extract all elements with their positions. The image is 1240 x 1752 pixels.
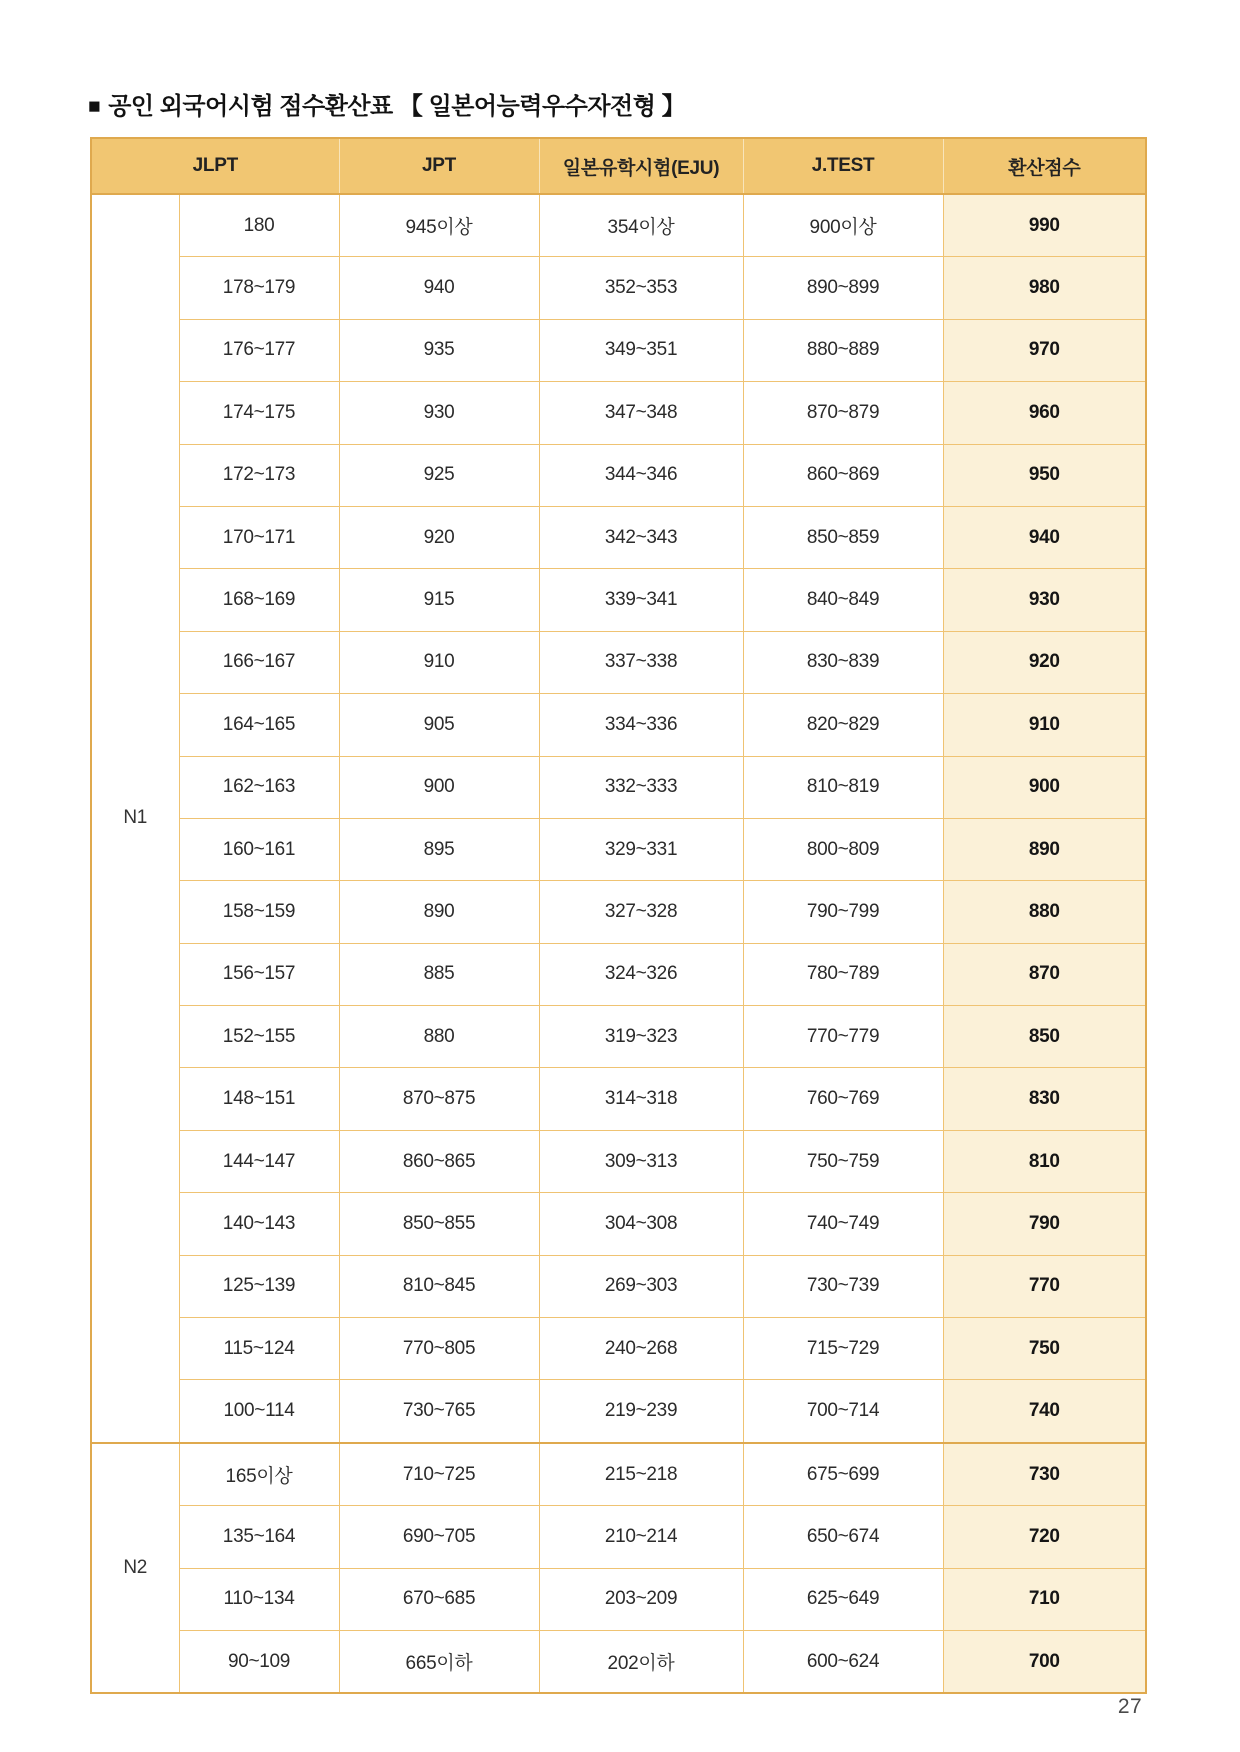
converted-score-cell: 960 [943,382,1146,444]
jpt-score-cell: 915 [339,569,539,631]
jlpt-score-cell: 100~114 [179,1380,339,1443]
eju-score-cell: 269~303 [539,1255,743,1317]
converted-score-cell: 980 [943,257,1146,319]
converted-score-cell: 880 [943,881,1146,943]
converted-score-cell: 850 [943,1006,1146,1068]
table-row [91,382,1146,444]
table-row [91,694,1146,756]
converted-score-cell: 940 [943,506,1146,568]
jpt-score-cell: 895 [339,818,539,880]
converted-score-cell: 890 [943,818,1146,880]
jlpt-score-cell: 172~173 [179,444,339,506]
table-row [91,943,1146,1005]
table-row [91,1380,1146,1443]
converted-score-cell: 910 [943,694,1146,756]
jlpt-score-cell: 156~157 [179,943,339,1005]
jtest-score-cell: 780~789 [743,943,943,1005]
jtest-score-cell: 880~889 [743,319,943,381]
table-body [91,194,1146,1693]
jlpt-score-cell: 170~171 [179,506,339,568]
column-header-converted-score: 환산점수 [943,138,1146,194]
jpt-score-cell: 935 [339,319,539,381]
score-conversion-table [90,137,1145,1694]
jtest-score-cell: 675~699 [743,1443,943,1506]
jtest-score-cell: 870~879 [743,382,943,444]
jtest-score-cell: 600~624 [743,1630,943,1693]
converted-score-cell: 770 [943,1255,1146,1317]
jpt-score-cell: 810~845 [339,1255,539,1317]
eju-score-cell: 347~348 [539,382,743,444]
jlpt-score-cell: 176~177 [179,319,339,381]
eju-score-cell: 203~209 [539,1568,743,1630]
jtest-score-cell: 730~739 [743,1255,943,1317]
eju-score-cell: 337~338 [539,631,743,693]
table-row [91,1006,1146,1068]
converted-score-cell: 900 [943,756,1146,818]
jlpt-level-cell: N2 [91,1443,179,1694]
jpt-score-cell: 920 [339,506,539,568]
jlpt-score-cell: 125~139 [179,1255,339,1317]
jtest-score-cell: 650~674 [743,1506,943,1568]
table-row [91,1130,1146,1192]
converted-score-cell: 710 [943,1568,1146,1630]
column-header-jlpt: JLPT [91,138,339,194]
table-row [91,1193,1146,1255]
jlpt-score-cell: 162~163 [179,756,339,818]
table-row [91,506,1146,568]
table-row [91,1068,1146,1130]
eju-score-cell: 332~333 [539,756,743,818]
jlpt-score-cell: 158~159 [179,881,339,943]
eju-score-cell: 327~328 [539,881,743,943]
table-row [91,756,1146,818]
jtest-score-cell: 800~809 [743,818,943,880]
column-header-eju: 일본유학시험(EJU) [539,138,743,194]
jlpt-score-cell: 110~134 [179,1568,339,1630]
table-row [91,1506,1146,1568]
eju-score-cell: 352~353 [539,257,743,319]
jlpt-score-cell: 165이상 [179,1443,339,1506]
jpt-score-cell: 710~725 [339,1443,539,1506]
converted-score-cell: 970 [943,319,1146,381]
table-row [91,1568,1146,1630]
jlpt-score-cell: 148~151 [179,1068,339,1130]
title-bullet-icon: ■ [88,95,101,118]
jlpt-score-cell: 115~124 [179,1318,339,1380]
jpt-score-cell: 860~865 [339,1130,539,1192]
eju-score-cell: 334~336 [539,694,743,756]
jlpt-level-cell: N1 [91,194,179,1443]
jlpt-score-cell: 90~109 [179,1630,339,1693]
eju-score-cell: 240~268 [539,1318,743,1380]
eju-score-cell: 349~351 [539,319,743,381]
table-row [91,818,1146,880]
jpt-score-cell: 930 [339,382,539,444]
converted-score-cell: 750 [943,1318,1146,1380]
jtest-score-cell: 900이상 [743,194,943,257]
table-row [91,569,1146,631]
jpt-score-cell: 900 [339,756,539,818]
eju-score-cell: 342~343 [539,506,743,568]
converted-score-cell: 740 [943,1380,1146,1443]
table-row [91,1255,1146,1317]
converted-score-cell: 790 [943,1193,1146,1255]
jtest-score-cell: 850~859 [743,506,943,568]
header-row [91,138,1146,194]
page-number: 27 [1117,1695,1143,1718]
jtest-score-cell: 830~839 [743,631,943,693]
table-row [91,1443,1146,1506]
table-row [91,881,1146,943]
page-title [88,92,685,123]
jlpt-score-cell: 140~143 [179,1193,339,1255]
converted-score-cell: 810 [943,1130,1146,1192]
eju-score-cell: 219~239 [539,1380,743,1443]
jpt-score-cell: 945이상 [339,194,539,257]
converted-score-cell: 830 [943,1068,1146,1130]
eju-score-cell: 304~308 [539,1193,743,1255]
jtest-score-cell: 760~769 [743,1068,943,1130]
eju-score-cell: 354이상 [539,194,743,257]
converted-score-cell: 730 [943,1443,1146,1506]
jlpt-score-cell: 135~164 [179,1506,339,1568]
eju-score-cell: 210~214 [539,1506,743,1568]
jpt-score-cell: 670~685 [339,1568,539,1630]
converted-score-cell: 920 [943,631,1146,693]
jtest-score-cell: 890~899 [743,257,943,319]
eju-score-cell: 215~218 [539,1443,743,1506]
table-row [91,319,1146,381]
jlpt-score-cell: 164~165 [179,694,339,756]
conversion-table [90,137,1147,1694]
table-row [91,257,1146,319]
jtest-score-cell: 715~729 [743,1318,943,1380]
jtest-score-cell: 790~799 [743,881,943,943]
table-header [91,138,1146,194]
converted-score-cell: 930 [943,569,1146,631]
jlpt-score-cell: 152~155 [179,1006,339,1068]
eju-score-cell: 309~313 [539,1130,743,1192]
column-header-jtest: J.TEST [743,138,943,194]
jpt-score-cell: 690~705 [339,1506,539,1568]
jtest-score-cell: 750~759 [743,1130,943,1192]
jpt-score-cell: 890 [339,881,539,943]
jtest-score-cell: 625~649 [743,1568,943,1630]
jtest-score-cell: 700~714 [743,1380,943,1443]
page-title-text: 공인 외국어시험 점수환산표 【 일본어능력우수자전형 】 [108,93,686,120]
eju-score-cell: 339~341 [539,569,743,631]
jlpt-score-cell: 160~161 [179,818,339,880]
jtest-score-cell: 840~849 [743,569,943,631]
jpt-score-cell: 925 [339,444,539,506]
jlpt-score-cell: 168~169 [179,569,339,631]
jtest-score-cell: 810~819 [743,756,943,818]
jlpt-score-cell: 174~175 [179,382,339,444]
eju-score-cell: 202이하 [539,1630,743,1693]
table-row [91,1630,1146,1693]
converted-score-cell: 950 [943,444,1146,506]
jpt-score-cell: 730~765 [339,1380,539,1443]
table-row [91,631,1146,693]
jtest-score-cell: 860~869 [743,444,943,506]
table-row [91,194,1146,257]
eju-score-cell: 329~331 [539,818,743,880]
table-row [91,444,1146,506]
jpt-score-cell: 905 [339,694,539,756]
jlpt-score-cell: 180 [179,194,339,257]
eju-score-cell: 344~346 [539,444,743,506]
column-header-jpt: JPT [339,138,539,194]
jpt-score-cell: 910 [339,631,539,693]
jpt-score-cell: 885 [339,943,539,1005]
converted-score-cell: 700 [943,1630,1146,1693]
jpt-score-cell: 850~855 [339,1193,539,1255]
converted-score-cell: 870 [943,943,1146,1005]
eju-score-cell: 324~326 [539,943,743,1005]
jpt-score-cell: 940 [339,257,539,319]
jlpt-score-cell: 144~147 [179,1130,339,1192]
jlpt-score-cell: 178~179 [179,257,339,319]
table-row [91,1318,1146,1380]
converted-score-cell: 990 [943,194,1146,257]
jtest-score-cell: 820~829 [743,694,943,756]
jpt-score-cell: 880 [339,1006,539,1068]
eju-score-cell: 314~318 [539,1068,743,1130]
jpt-score-cell: 770~805 [339,1318,539,1380]
jpt-score-cell: 870~875 [339,1068,539,1130]
jtest-score-cell: 740~749 [743,1193,943,1255]
converted-score-cell: 720 [943,1506,1146,1568]
jlpt-score-cell: 166~167 [179,631,339,693]
jtest-score-cell: 770~779 [743,1006,943,1068]
jpt-score-cell: 665이하 [339,1630,539,1693]
eju-score-cell: 319~323 [539,1006,743,1068]
